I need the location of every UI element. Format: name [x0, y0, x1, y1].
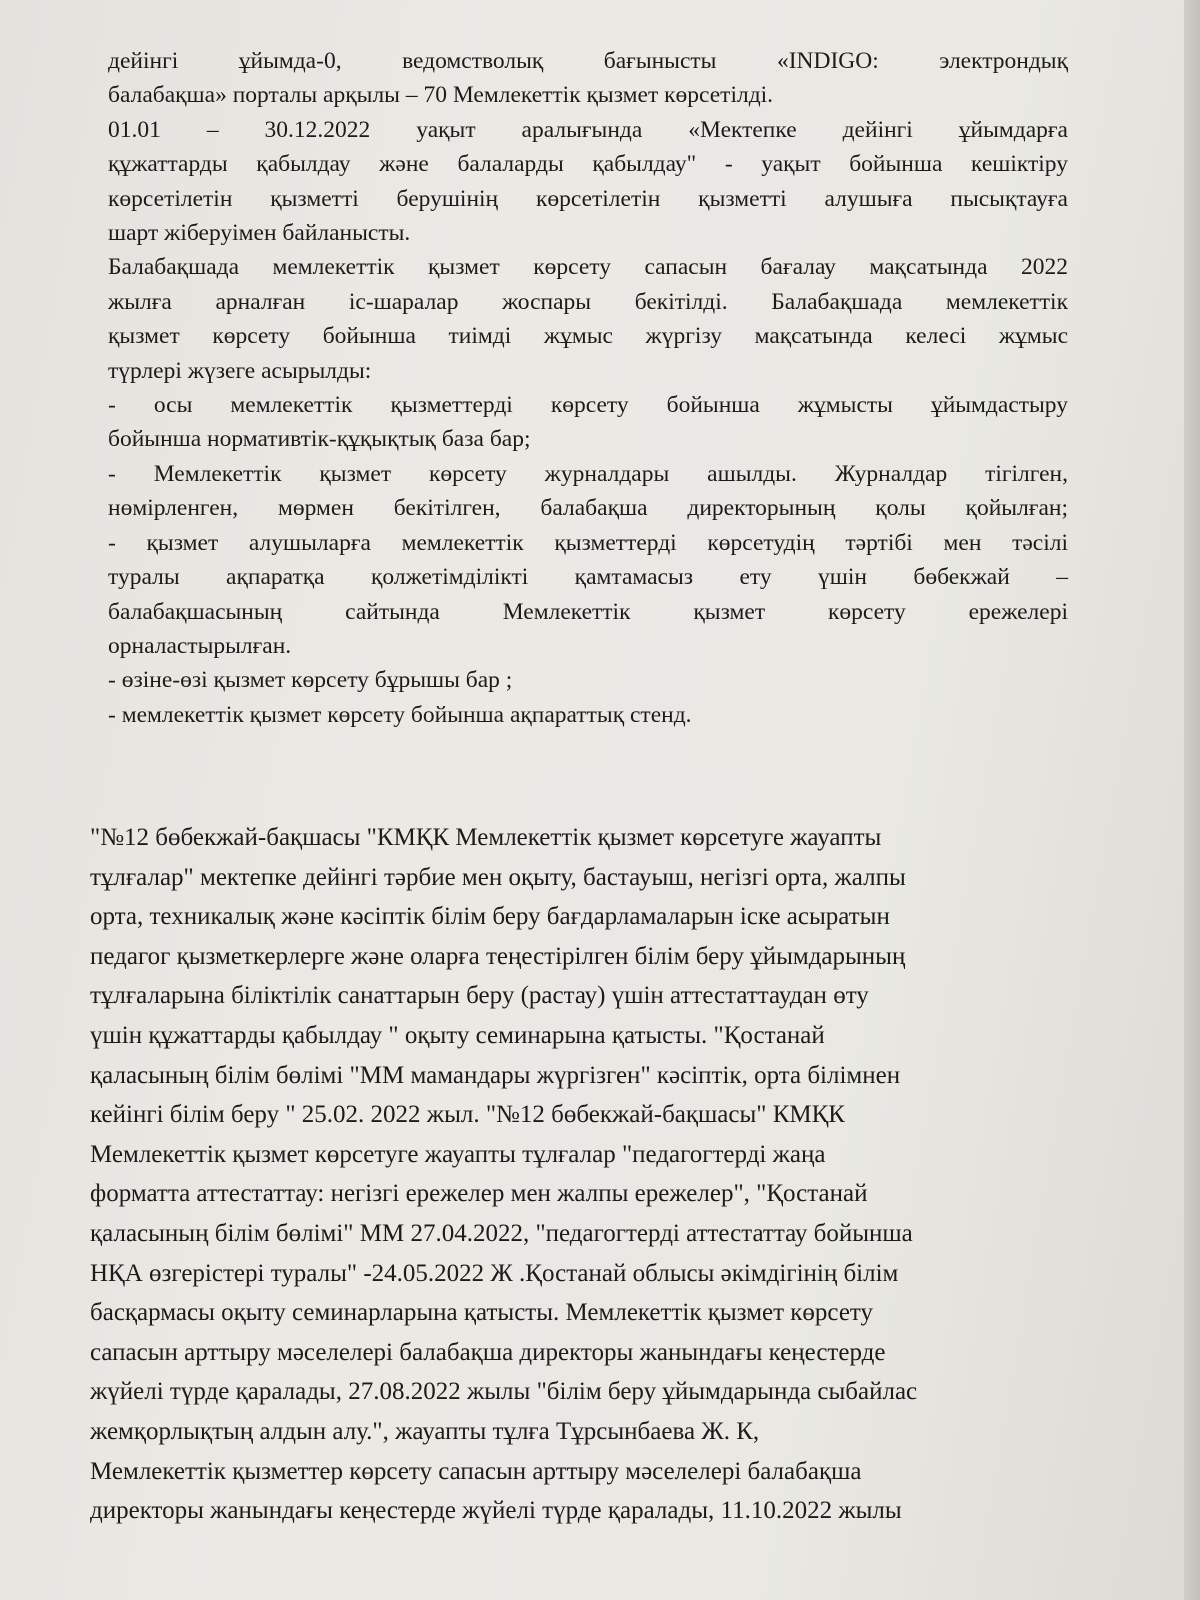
text-line: көрсетілетін қызметті берушінің көрсетілетін қызметті алушыға пысықтауға: [108, 185, 1068, 212]
text-line: Мемлекеттік қызметтер көрсету сапасын арттыру мәселелері балабақша: [90, 1457, 862, 1485]
text-line: 01.01 – 30.12.2022 уақыт аралығында «Мектепке дейінгі ұйымдарға: [108, 116, 1068, 143]
text-line: қаласының білім бөлімі "ММ мамандары жүргізген" кәсіптік, орта білімнен: [90, 1061, 901, 1089]
text-line: туралы ақпаратқа қолжетімділікті қамтамасыз ету үшін бөбекжай –: [108, 564, 1068, 591]
text-line: - осы мемлекеттік қызметтерді көрсету бойынша жұмысты ұйымдастыру: [108, 392, 1068, 419]
text-line: - қызмет алушыларға мемлекеттік қызметтерді көрсетудің тәртібі мен тәсілі: [108, 529, 1068, 556]
text-line: орта, техникалық және кәсіптік білім беру бағдарламаларын іске асыратын: [90, 903, 890, 931]
text-line: орналастырылған.: [108, 632, 292, 659]
text-line: сапасын арттыру мәселелері балабақша директоры жанындағы кеңестерде: [90, 1338, 886, 1366]
text-line: форматта аттестаттау: негізгі ережелер мен жалпы ережелер", "Қостанай: [90, 1180, 868, 1208]
text-line: шарт жіберуімен байланысты.: [108, 220, 411, 247]
text-line: қызмет көрсету бойынша тиімді жұмыс жүргізу мақсатында келесі жұмыс: [108, 323, 1068, 350]
text-line: жылға арналған іс-шаралар жоспары бекітілді. Балабақшада мемлекеттік: [108, 288, 1068, 315]
text-line: НҚА өзгерістері туралы" -24.05.2022 Ж .Қостанай облысы әкімдігінің білім: [90, 1259, 899, 1287]
text-line: Балабақшада мемлекеттік қызмет көрсету сапасын бағалау мақсатында 2022: [108, 254, 1068, 281]
text-line: Мемлекеттік қызмет көрсетуге жауапты тұлғалар "педагогтерді жаңа: [90, 1140, 826, 1168]
section-2-paragraph: [90, 818, 1080, 1531]
text-line: тұлғалар" мектепке дейінгі тәрбие мен оқыту, бастауыш, негізгі орта, жалпы: [90, 863, 906, 891]
text-line: түрлері жүзеге асырылды:: [108, 357, 372, 384]
text-line: жемқорлықтың алдын алу.", жауапты тұлға Тұрсынбаева Ж. К,: [90, 1417, 760, 1445]
text-line: үшін құжаттарды қабылдау " оқыту семинарына қатысты. "Қостанай: [90, 1021, 825, 1049]
text-line: - мемлекеттік қызмет көрсету бойынша ақпараттық стенд.: [108, 701, 692, 728]
text-line: - Мемлекеттік қызмет көрсету журналдары ашылды. Журналдар тігілген,: [108, 460, 1068, 487]
text-line: бойынша нормативтік-құқықтық база бар;: [108, 426, 531, 453]
text-line: директоры жанындағы кеңестерде жүйелі түрде қаралады, 11.10.2022 жылы: [90, 1497, 902, 1525]
text-line: тұлғаларына біліктілік санаттарын беру (растау) үшін аттестаттаудан өту: [90, 982, 869, 1010]
text-line: педагог қызметкерлерге және оларға теңестірілген білім беру ұйымдарының: [90, 942, 906, 970]
text-line: құжаттарды қабылдау және балаларды қабылдау" - уақыт бойынша кешіктіру: [108, 151, 1068, 178]
text-line: балабақша» порталы арқылы – 70 Мемлекеттік қызмет көрсетілді.: [108, 82, 774, 109]
text-line: басқармасы оқыту семинарларына қатысты. Мемлекеттік қызмет көрсету: [90, 1299, 874, 1327]
section-1-paragraphs: [108, 44, 1068, 732]
text-line: нөмірленген, мөрмен бекітілген, балабақша директорының қолы қойылған;: [108, 495, 1068, 522]
text-line: дейінгі ұйымда-0, ведомстволық бағынысты «INDIGO: электрондық: [108, 48, 1068, 74]
page-edge-shadow: [1184, 0, 1200, 1600]
text-line: балабақшасының сайтында Мемлекеттік қызмет көрсету ережелері: [108, 598, 1068, 625]
text-line: жүйелі түрде қаралады, 27.08.2022 жылы "білім беру ұйымдарында сыбайлас: [90, 1378, 918, 1406]
text-line: кейінгі білім беру " 25.02. 2022 жыл. "№12 бөбекжай-бақшасы" КМҚК: [90, 1101, 845, 1129]
text-line: - өзіне-өзі қызмет көрсету бұрышы бар ;: [108, 667, 513, 694]
text-line: "№12 бөбекжай-бақшасы "КМҚК Мемлекеттік қызмет көрсетуге жауапты: [90, 824, 882, 851]
text-line: қаласының білім бөлімі" ММ 27.04.2022, "педагогтерді аттестаттау бойынша: [90, 1219, 913, 1247]
